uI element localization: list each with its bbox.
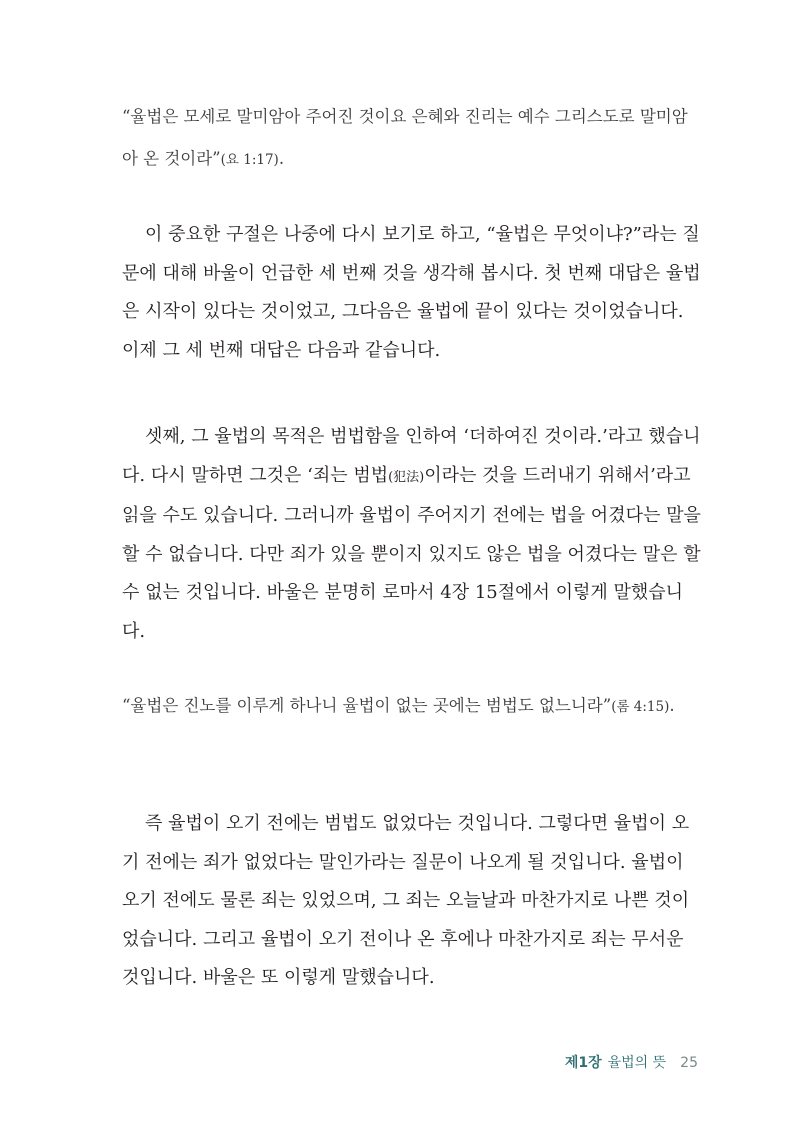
- block-quote-john: [122, 96, 702, 181]
- quote-period: .: [278, 149, 285, 168]
- quote-text: “율법은 모세로 말미암아 주어진 것이요 은혜와 진리는 예수 그리스도로 말미암아 온 것이라”: [122, 107, 688, 168]
- chapter-label: 제1장: [564, 1055, 602, 1071]
- hanja-annotation: (犯法): [388, 469, 425, 485]
- block-quote-romans: [122, 685, 702, 728]
- chapter-title: 율법의 뜻: [607, 1055, 667, 1071]
- paragraph-text-part2: 이라는 것을 드러내기 위해서’라고 읽을 수도 있습니다. 그러니까 율법이 주어지기 전에는 법을 어겼다는 말을 할 수 없습니다. 다만 죄가 있을 뿐이지 있지도 않은 법을 어겼다는 말은 할 수 없는 것입니다. 바울은 분명히 로마서 4장 15절에서 이렇게 말했습니다.: [122, 464, 701, 642]
- paragraph-text-part1: 셋째, 그 율법의 목적은 범법함을 인하여 ‘더하여진 것이라.’라고 했습니다. 다시 말하면 그것은 ‘죄는 범법: [122, 426, 701, 486]
- body-paragraph-1: [122, 216, 706, 370]
- body-paragraph-2: [122, 418, 706, 651]
- paragraph-text: 즉 율법이 오기 전에는 범법도 없었다는 것입니다. 그렇다면 율법이 오기 전에는 죄가 없었다는 말인가라는 질문이 나오게 될 것입니다. 율법이 오기 전에도 물론 죄는 있었으며, 그 죄는 오늘날과 마찬가지로 나쁜 것이었습니다. 그리고 율법이 오기 전이나 온 후에나 마찬가지로 죄는 무서운 것입니다. 바울은 또 이렇게 말했습니다.: [122, 813, 690, 988]
- paragraph-text: 이 중요한 구절은 나중에 다시 보기로 하고, “율법은 무엇이냐?”라는 질문에 대해 바울이 언급한 세 번째 것을 생각해 봅시다. 첫 번째 대답은 율법은 시작이 있다는 것이었고, 그다음은 율법에 끝이 있다는 것이었습니다. 이제 그 세 번째 대답은 다음과 같습니다.: [122, 224, 701, 361]
- quote-citation: (롬 4:15): [611, 699, 670, 715]
- quote-citation: (요 1:17): [220, 152, 279, 168]
- quote-text: “율법은 진노를 이루게 하나니 율법이 없는 곳에는 범법도 없느니라”: [122, 696, 612, 715]
- page-number: 25: [680, 1055, 698, 1071]
- page-footer: [565, 1052, 698, 1072]
- body-paragraph-3: [122, 805, 706, 998]
- quote-period: .: [669, 696, 675, 715]
